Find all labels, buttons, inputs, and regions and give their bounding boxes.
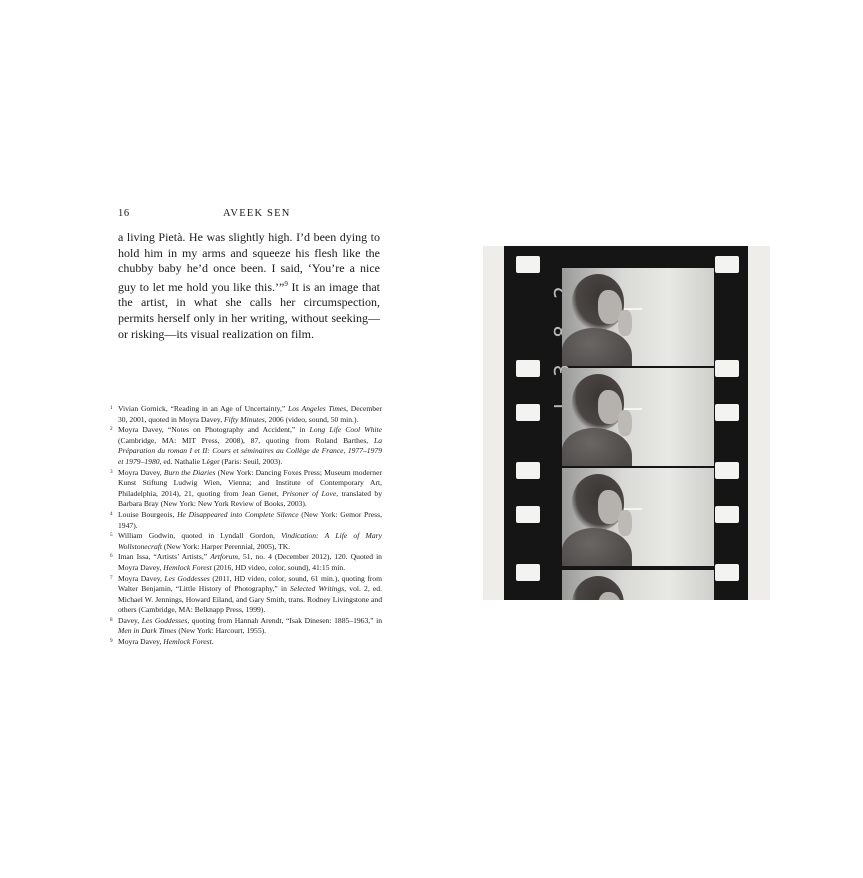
sprocket-hole: [715, 256, 739, 273]
figure-cig: [624, 308, 642, 310]
film-frame: [562, 368, 714, 466]
body-text-after: It is an image that the artist, in what she calls her circumspection, permits herself only in her writing, without seeking—or risking—its visual realization on film.: [118, 279, 380, 341]
endnote: [110, 468, 382, 510]
endnote-text: William Godwin, quoted in Lyndall Gordon,: [118, 531, 282, 541]
endnote-text: Moyra Davey, “Notes on Photography and Accident,” in: [118, 425, 310, 435]
endnote-title: Les Goddesses: [164, 573, 210, 583]
sprocket-hole: [715, 360, 739, 377]
endnote-number: 6: [110, 553, 113, 560]
film-strip: [504, 246, 748, 600]
sprocket-hole: [516, 564, 540, 581]
endnote-text: Moyra Davey,: [118, 637, 164, 647]
endnote-number: 1: [110, 405, 113, 411]
film-frame: [562, 570, 714, 600]
endnote-text: (New York: Harcourt, 1955).: [176, 626, 267, 636]
endnote: [110, 531, 382, 552]
endnote-text: , ed. Nathalie Léger (Paris: Seuil, 2003).: [159, 456, 283, 466]
figure-hand: [618, 410, 632, 436]
endnote-text: , translated by Barbara Bray (New York: New York Review of Books, 2003).: [118, 488, 383, 509]
endnote-text: (New York: Gemor Press, 1947).: [118, 509, 382, 530]
endnote: [110, 574, 382, 616]
sprocket-hole: [715, 404, 739, 421]
endnote-title: Hemlock Forest: [163, 562, 212, 572]
endnote-title: Fifty Minutes: [224, 414, 265, 424]
endnote-title: Long Life Cool White: [309, 425, 382, 435]
body-text-before: a living Pietà. He was slightly high. I’d been dying to hold him in my arms and squeeze his flesh like the chubby baby he’d once been. I said, ‘You’re a nice guy to let me hold you like this.’”: [118, 230, 380, 294]
film-edge-code: [538, 276, 562, 409]
endnote-text: Iman Issa, “Artists’ Artists,”: [118, 552, 211, 562]
author-name: AVEEK SEN: [223, 208, 291, 219]
endnote-title: Hemlock Forest: [163, 637, 212, 647]
figure-hand: [618, 310, 632, 336]
endnote-title: Los Angeles Times: [288, 404, 347, 413]
figure-cig: [624, 408, 642, 410]
body-paragraph: [118, 230, 380, 342]
endnote-number: 4: [110, 510, 113, 517]
endnote-text: , 2006 (video, sound, 50 min.).: [264, 414, 359, 424]
figure-cig: [624, 508, 642, 510]
film-strip-photograph: [483, 246, 770, 600]
endnote-title: Les Goddesses: [141, 615, 188, 625]
endnote-text: , 51, no. 4 (December 2012), 120. Quoted in Moyra Davey,: [118, 552, 382, 572]
sprocket-hole: [516, 462, 540, 479]
page-number: 16: [118, 208, 130, 219]
endnote-number: 7: [110, 574, 113, 581]
endnote-title: Prisoner of Love: [282, 488, 337, 498]
endnote-number: 8: [110, 616, 113, 623]
endnote-text: Moyra Davey,: [118, 467, 164, 477]
sprocket-hole: [516, 256, 540, 273]
note-reference: 9: [284, 279, 288, 288]
endnote-text: (Cambridge, MA: MIT Press, 2008), 87, quoting from Roland Barthes,: [118, 435, 374, 445]
endnote-title: He Disappeared into Complete Silence: [177, 509, 299, 519]
endnote-number: 9: [110, 638, 113, 645]
endnote-text: , quoting from Hannah Arendt, “Isak Dinesen: 1885–1963,” in: [187, 615, 382, 625]
endnote-text: Davey,: [118, 615, 142, 625]
endnotes-list: [110, 404, 382, 648]
sprocket-column-right: [715, 246, 743, 600]
endnote-title: Men in Dark Times: [118, 626, 177, 636]
endnote-number: 3: [110, 468, 113, 475]
film-frame: [562, 268, 714, 366]
endnote-text: (New York: Dancing Foxes Press; Museum moderner Kunst Stiftung Ludwig Wien, Vienna; and Institute of Contemporary Art, Philadelphia, 2014), 21, quoting from Jean Genet,: [118, 467, 383, 498]
endnote-text: Louise Bourgeois,: [118, 509, 178, 519]
endnote-text: (2011, HD video, color, sound, 61 min.), quoting from Walter Benjamin, “Little History of Photography,” in: [118, 573, 383, 594]
endnote-text: (2016, HD video, color, sound), 41:15 min.: [211, 562, 346, 572]
sprocket-hole: [715, 506, 739, 523]
film-frame: [562, 468, 714, 566]
endnote-text: .: [211, 637, 214, 647]
endnote-number: 5: [110, 532, 113, 539]
endnote-number: 2: [110, 426, 113, 433]
endnote-text: , vol. 2, ed. Michael W. Jennings, Howard Eiland, and Gary Smith, trans. Rodney Livingstone and others (Cambridge, MA: Belknapp Press, 1999).: [118, 584, 382, 615]
endnote-title: Vindication: A Life of Mary Wollstonecraft: [118, 531, 382, 551]
endnote-text: , December 30, 2001, quoted in Moyra Davey,: [118, 404, 382, 424]
endnote: [110, 404, 382, 425]
endnote-title: Burn the Diaries: [163, 467, 216, 477]
sprocket-hole: [516, 404, 540, 421]
sprocket-hole: [715, 564, 739, 581]
endnote-title: Selected Writings: [290, 584, 345, 594]
sprocket-hole: [516, 506, 540, 523]
endnote-text: (New York: Harper Perennial, 2005), TK.: [162, 541, 291, 551]
left-page: [0, 0, 430, 878]
endnote: [110, 425, 382, 467]
endnote-text: Vivian Gornick, “Reading in an Age of Uncertainty,”: [118, 404, 289, 413]
endnote: [110, 616, 382, 637]
endnote: [110, 510, 382, 531]
sprocket-hole: [715, 462, 739, 479]
endnote: [110, 637, 382, 648]
sprocket-hole: [516, 360, 540, 377]
endnote-text: Moyra Davey,: [118, 573, 165, 583]
endnote-title: La Préparation du roman I et II: Cours et séminaires au Collège de France, 1977–1979 et 1979–1980: [118, 435, 382, 466]
figure-hand: [618, 510, 632, 536]
endnote-title: Artforum: [210, 552, 239, 562]
endnote: [110, 552, 382, 573]
